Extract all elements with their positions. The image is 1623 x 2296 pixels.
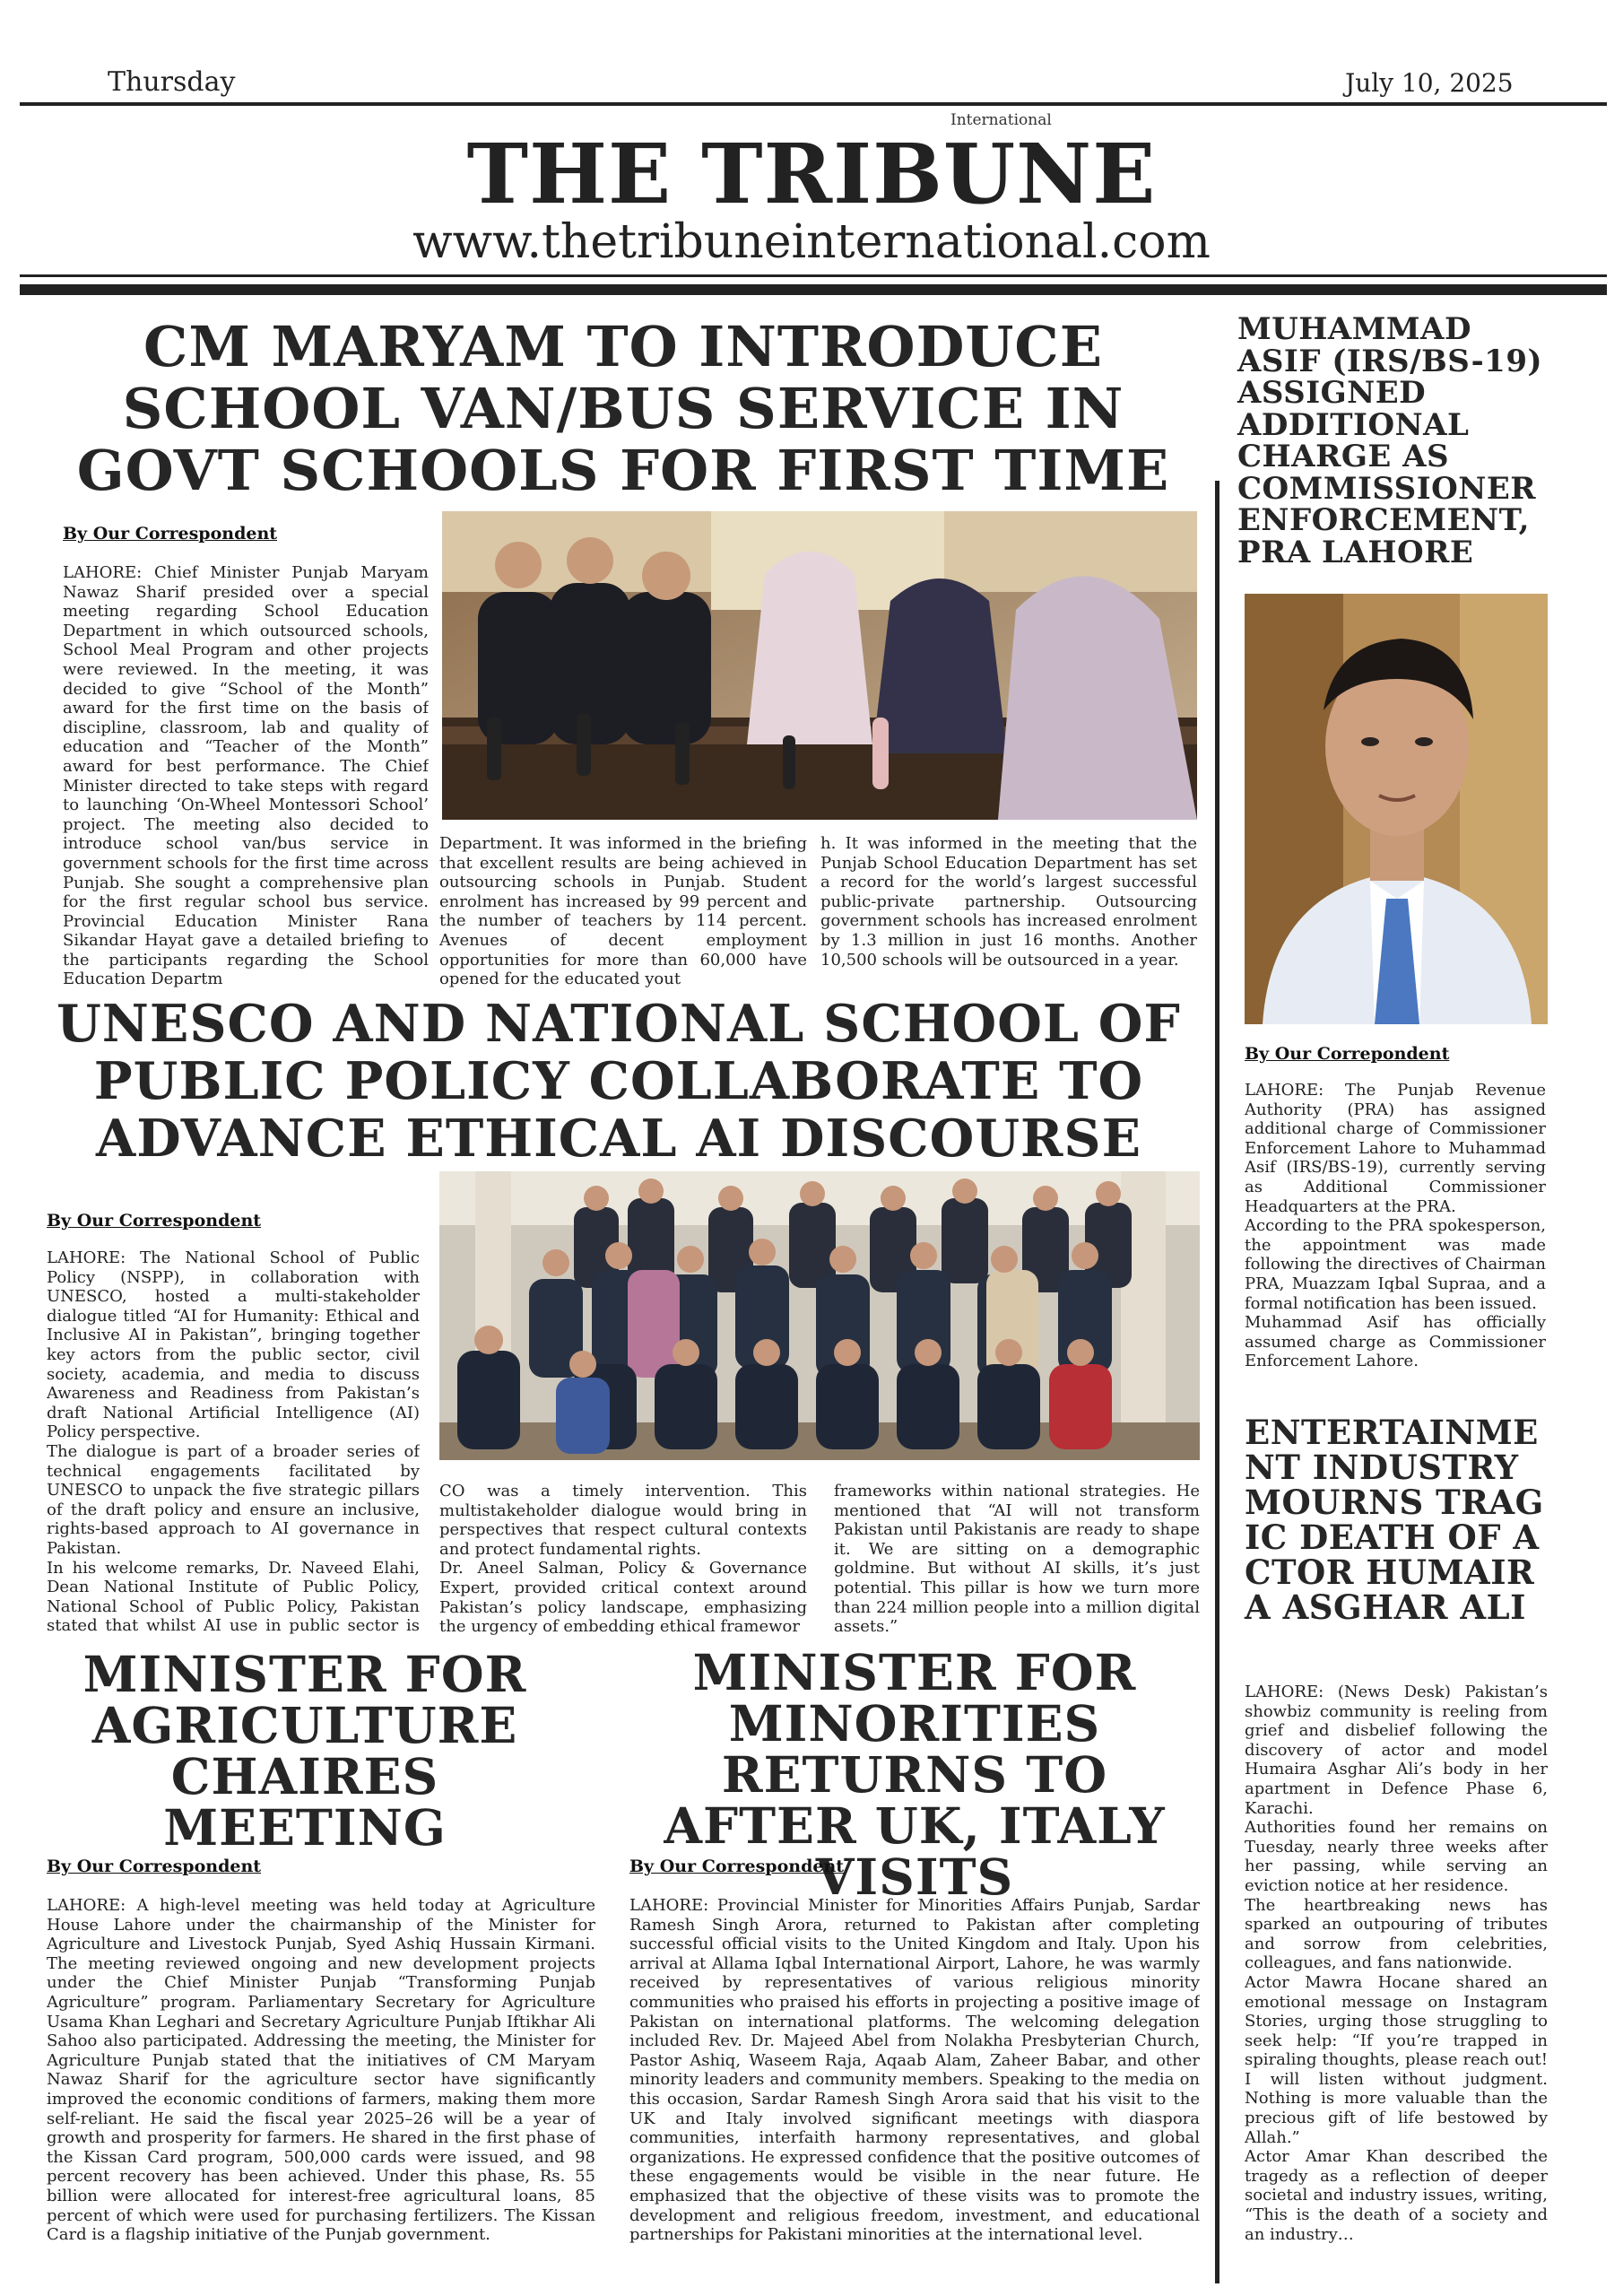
minorities-body: LAHORE: Provincial Minister for Minorities Affairs Punjab, Sardar Ramesh Singh Arora, returned to Pakistan after completing successful official visits to the United Kingdom and Italy. Upon his arrival at Allama Iqbal International Airport, Lahore, he was warmly received by representatives of various religious minority communities who praised his efforts in projecting a positive image of Pakistan on international platforms. The welcoming delegation included Rev. Dr. Majeed Abel from Nolakha Presbyterian Church, Pastor Ashiq, Waseem Raja, Aqaab Alam, Zaheer Babar, and other minority leaders and community members. Speaking to the media on this occasion, Sardar Ramesh Singh Arora said that his visit to the UK and Italy involved significant meetings with diaspora communities, interfaith harmony representatives, and global organizations. He expressed confidence that the positive outcomes of these engagements would be visible in the near future. He emphasized that the objective of these visits was to promote the development and religious freedom, investment, and educational partnerships for Pakistani minorities at the international level. xyxy=(629,1896,1200,2245)
masthead-date: July 10, 2025 xyxy=(1345,68,1514,98)
school-van-photo xyxy=(442,511,1197,820)
humaira-headline: ENTERTAINMENT INDUSTRY MOURNS TRAGIC DEATH OF ACTOR HUMAIRA ASGHAR ALI xyxy=(1245,1413,1544,1627)
asif-portrait xyxy=(1245,594,1548,1024)
minorities-byline: By Our Correspondent xyxy=(629,1857,845,1876)
masthead-rule-thin xyxy=(20,274,1607,277)
masthead-day: Thursday xyxy=(108,66,236,98)
masthead-rule-thick xyxy=(20,284,1607,295)
unesco-col1: LAHORE: The National School of Public Policy (NSPP), in collaboration with UNESCO, hosted a multi-stakeholder dialogue titled “AI for Humanity: Ethical and Inclusive AI in Pakistan”, bringing together key actors from the public sector, civil society, academia, and media to discuss Awareness and Readiness from Pakistan’s draft National Artificial Intelligence (AI) Policy perspective. The dialogue is part of a broader series of technical engagements facilitated by UNESCO to unpack the five strategic pillars of the draft policy and ensure an inclusive, rights-based approach to AI governance in Pakistan. In his welcome remarks, Dr. Naveed Elahi, Dean National Institute of Public Policy, National School of Public Policy, Pakistan stated that whilst AI use in public sector is xyxy=(47,1248,420,1634)
column-divider xyxy=(1215,481,1219,2283)
unesco-byline: By Our Correspondent xyxy=(47,1211,262,1231)
asif-byline: By Our Correpondent xyxy=(1245,1044,1450,1064)
school-van-col2: Department. It was informed in the briefing that excellent results are being achieved in outsourcing schools in Punjab. Student enrolment has increased by 99 percent and the number of teachers by 114 percent. Avenues of decent employment opportunities for more than 60,000 have opened for the educated yout xyxy=(439,834,807,989)
minorities-headline: MINISTER FOR MINORITIES RETURNS TO AFTER UK, ITALY VISITS xyxy=(664,1643,1166,1906)
school-van-byline: By Our Correspondent xyxy=(63,524,278,544)
unesco-col2: CO was a timely intervention. This multistakeholder dialogue would bring in perspectives that respect cultural contexts and protect fundamental rights. Dr. Aneel Salman, Policy & Governance Expert, provided critical context around Pakistan’s policy landscape, emphasizing the urgency of embedding ethical framewor xyxy=(439,1482,807,1637)
masthead-edition: International xyxy=(950,111,1052,129)
masthead-top-rule xyxy=(20,102,1607,106)
humaira-body: LAHORE: (News Desk) Pakistan’s showbiz community is reeling from grief and disbelief following the discovery of actor and model Humaira Asghar Ali’s body in her apartment in Defence Phase 6, Karachi. Authorities found her remains on Tuesday, nearly three weeks after her passing, while serving an eviction notice at her residence. The heartbreaking news has sparked an outpouring of tributes and sorrow from celebrities, colleagues, and fans nationwide. Actor Mawra Hocane shared an emotional message on Instagram Stories, urging those struggling to seek help: “If you’re trapped in spiraling thoughts, please reach out! I will listen without judgment. Nothing is more valuable than the precious gift of life bestowed by Allah.” Actor Amar Khan described the tragedy as a reflection of deeper societal and industry issues, writing, “This is the death of a society and an industry… xyxy=(1245,1683,1548,2244)
unesco-group-photo xyxy=(439,1171,1200,1460)
school-van-headline: CM MARYAM TO INTRODUCE SCHOOL VAN/BUS SERVICE IN GOVT SCHOOLS FOR FIRST TIME xyxy=(76,314,1170,503)
agriculture-byline: By Our Correspondent xyxy=(47,1857,262,1876)
unesco-col3: frameworks within national strategies. He mentioned that “AI will not transform Pakistan until Pakistanis are ready to shape it. We are sitting on a demographic goldmine. But without AI skills, it’s just potential. This pillar is how we turn more than 224 million people into a million digital assets.” xyxy=(834,1482,1200,1637)
masthead-title: THE TRIBUNE xyxy=(466,126,1157,222)
unesco-headline: UNESCO AND NATIONAL SCHOOL OF PUBLIC POLICY COLLABORATE TO ADVANCE ETHICAL AI DISCOURSE xyxy=(56,994,1181,1169)
masthead-url[interactable]: www.thetribuneinternational.com xyxy=(412,215,1211,269)
school-van-col1: LAHORE: Chief Minister Punjab Maryam Nawaz Sharif presided over a special meeting regarding School Education Department in which outsourced schools, School Meal Program and other projects were reviewed. In the meeting, it was decided to give “School of the Month” award for the first time on the basis of discipline, classroom, lab and quality of education and “Teacher of the Month” award for best performance. The Chief Minister directed to take steps with regard to launching ‘On-Wheel Montessori School’ project. The meeting also decided to introduce school van/bus service in government schools for the first time across Punjab. She sought a comprehensive plan for the first regular school bus service. Provincial Education Minister Rana Sikandar Hayat gave a detailed briefing to the participants regarding the School Education Departm xyxy=(63,563,429,989)
agriculture-headline: MINISTER FOR AGRICULTURE CHAIRES MEETING xyxy=(82,1645,527,1857)
asif-headline: MUHAMMAD ASIF (IRS/BS-19) ASSIGNED ADDITIONAL CHARGE AS COMMISSIONER ENFORCEMENT, PRA LAHORE xyxy=(1237,311,1543,570)
asif-body: LAHORE: The Punjab Revenue Authority (PRA) has assigned additional charge of Commissioner Enforcement Lahore to Muhammad Asif (IRS/BS-19), currently serving as Additional Commissioner Headquarters at the PRA. According to the PRA spokesperson, the appointment was made following the directives of Chairman PRA, Muazzam Iqbal Supraa, and a formal notification has been issued. Muhammad Asif has officially assumed charge as Commissioner Enforcement Lahore. xyxy=(1245,1081,1546,1371)
agriculture-body: LAHORE: A high-level meeting was held today at Agriculture House Lahore under the chairmanship of the Minister for Agriculture and Livestock Punjab, Syed Ashiq Hussain Kirmani. The meeting reviewed ongoing and new development projects under the Chief Minister Punjab “Transforming Punjab Agriculture” program. Parliamentary Secretary for Agriculture Usama Khan Leghari and Secretary Agriculture Punjab Iftikhar Ali Sahoo also participated. Addressing the meeting, the Minister for Agriculture Punjab stated that the initiatives of CM Maryam Nawaz Sharif for the agriculture sector have significantly improved the economic conditions of farmers, making them more self-reliant. He said the fiscal year 2025–26 will be a year of growth and prosperity for farmers. He shared in the first phase of the Kissan Card program, 500,000 cards were issued, and 98 percent recovery has been achieved. Under this phase, Rs. 55 billion were allocated for interest-free agricultural loans, 85 percent of which were used for purchasing fertilizers. The Kissan Card is a flagship initiative of the Punjab government. xyxy=(47,1896,595,2245)
school-van-col3: h. It was informed in the meeting that the Punjab School Education Department has set a record for the world’s largest successful public-private partnership. Outsourcing government schools has increased enrolment by 1.3 million in just 16 months. Another 10,500 schools will be outsourced in a year. xyxy=(820,834,1197,970)
